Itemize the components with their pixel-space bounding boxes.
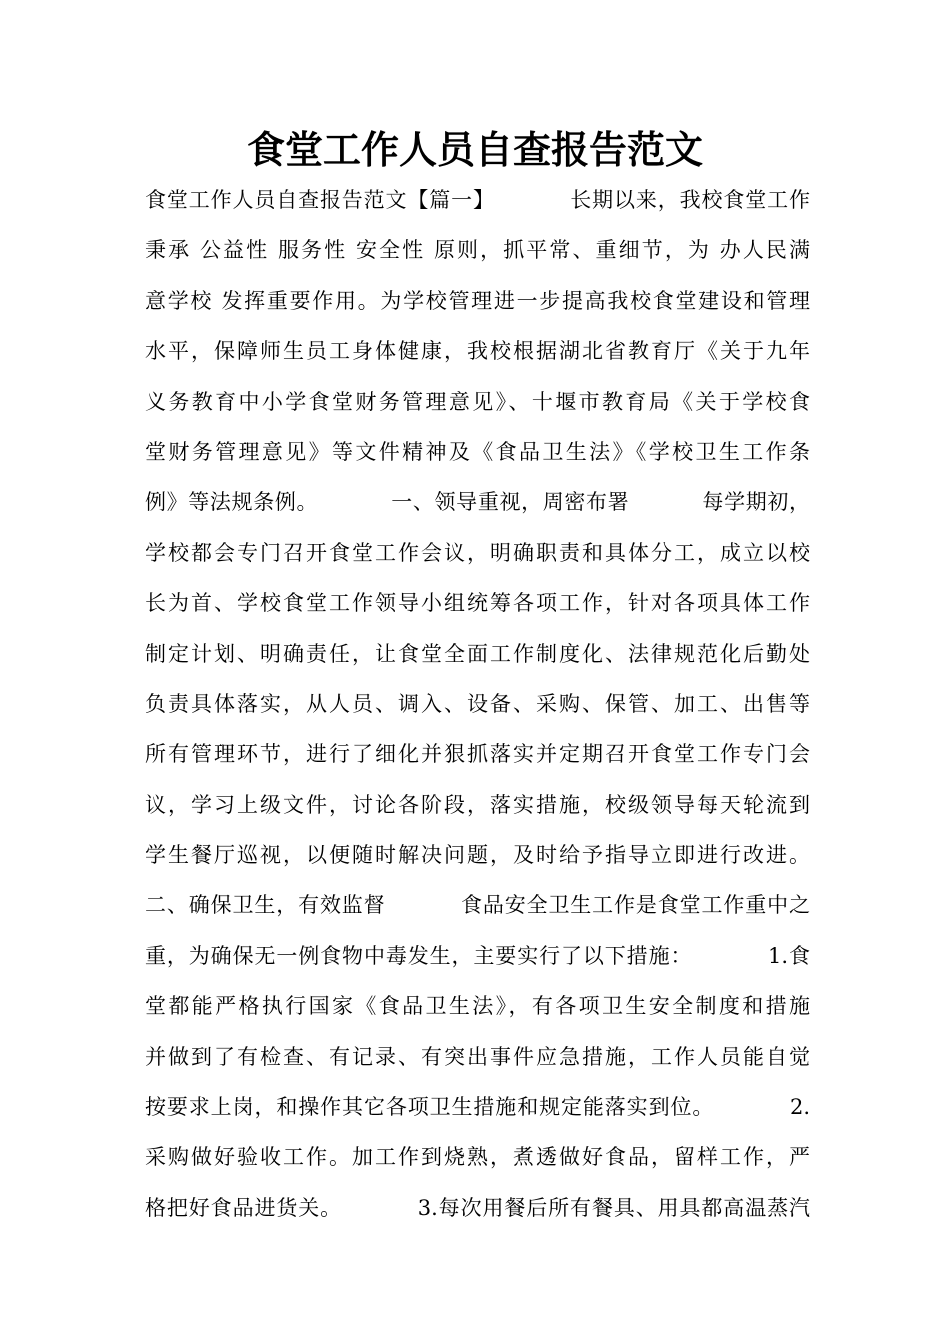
body-line: 所有管理环节，进行了细化并狠抓落实并定期召开食堂工作专门会 [145, 742, 810, 767]
body-line: 水平，保障师生员工身体健康，我校根据湖北省教育厅《关于九年 [145, 339, 810, 364]
body-line: 秉承 公益性 服务性 安全性 原则，抓平常、重细节，为 办人民满 [145, 238, 810, 263]
body-line: 堂都能严格执行国家《食品卫生法》，有各项卫生安全制度和措施 [145, 994, 810, 1019]
body-line: 意学校 发挥重要作用。为学校管理进一步提高我校食堂建设和管理 [145, 288, 810, 313]
body-line: 二、确保卫生，有效监督 食品安全卫生工作是食堂工作重中之 [145, 893, 810, 918]
body-line: 学生餐厅巡视，以便随时解决问题，及时给予指导立即进行改进。 [145, 843, 810, 868]
body-line: 议，学习上级文件，讨论各阶段，落实措施，校级领导每天轮流到 [145, 792, 810, 817]
body-line: 堂财务管理意见》等文件精神及《食品卫生法》《学校卫生工作条 [145, 439, 810, 464]
document-body [145, 180, 810, 1238]
body-line: 采购做好验收工作。加工作到烧熟，煮透做好食品，留样工作，严 [145, 1145, 810, 1170]
body-line: 学校都会专门召开食堂工作会议，明确职责和具体分工，成立以校 [145, 540, 810, 565]
body-line: 按要求上岗，和操作其它各项卫生措施和规定能落实到位。 2. [145, 1095, 810, 1120]
body-line: 负责具体落实，从人员、调入、设备、采购、保管、加工、出售等 [145, 691, 810, 716]
body-line: 义务教育中小学食堂财务管理意见》、十堰市教育局《关于学校食 [145, 389, 810, 414]
body-line: 食堂工作人员自查报告范文【篇一】 长期以来，我校食堂工作 [145, 188, 810, 212]
body-line: 并做到了有检查、有记录、有突出事件应急措施，工作人员能自觉 [145, 1044, 810, 1069]
body-line: 例》等法规条例。 一、领导重视，周密布署 每学期初， [145, 490, 810, 515]
body-line: 格把好食品进货关。 3.每次用餐后所有餐具、用具都高温蒸汽 [145, 1195, 810, 1220]
document-title: 食堂工作人员自查报告范文 [246, 128, 703, 172]
body-line: 长为首、学校食堂工作领导小组统筹各项工作，针对各项具体工作 [145, 591, 810, 616]
body-line: 制定计划、明确责任，让食堂全面工作制度化、法律规范化后勤处 [145, 641, 810, 666]
body-line: 重，为确保无一例食物中毒发生，主要实行了以下措施： 1.食 [145, 943, 810, 968]
